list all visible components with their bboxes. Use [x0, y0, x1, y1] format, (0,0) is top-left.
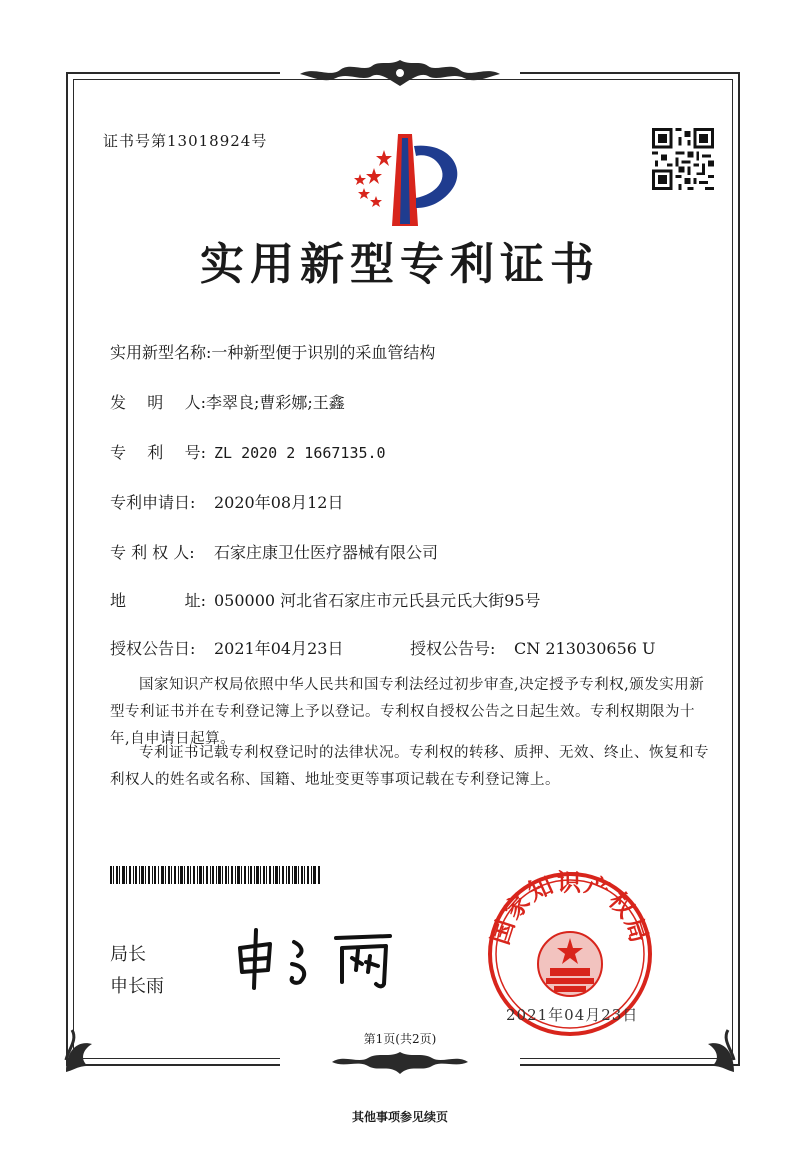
page-number: 第1页(共2页): [363, 1032, 437, 1046]
director-signature: [232, 924, 412, 994]
paragraph-legal-status: 专利证书记载专利权登记时的法律状况。专利权的转移、质押、无效、终止、恢复和专利权人的姓名或名称、国籍、地址变更等事项记载在专利登记簿上。: [110, 745, 709, 788]
inventor-value: 李翠良;曹彩娜;王鑫: [206, 393, 345, 412]
utility-name-label: 实用新型名称:: [110, 343, 212, 362]
barcode-icon: [110, 866, 320, 884]
row-grant-date: [110, 636, 343, 659]
inventor-label-part: 明: [147, 393, 164, 412]
seal-date: 2021年04月23日: [506, 1006, 639, 1024]
footer-note: 其他事项参见续页: [351, 1110, 448, 1124]
grant-date-label: 授权公告日:: [110, 639, 196, 658]
row-patent-number: [110, 440, 386, 463]
patent-number-label-part: 号:: [184, 443, 206, 462]
certificate-number: 证书号第13018924号: [103, 132, 268, 150]
inventor-label-part: 人:: [184, 393, 206, 412]
grant-number-value: CN 213030656 U: [514, 639, 656, 658]
address-value: 050000 河北省石家庄市元氏县元氏大街95号: [214, 591, 541, 610]
top-ornament-icon: [280, 56, 520, 92]
patentee-value: 石家庄康卫仕医疗器械有限公司: [214, 543, 439, 562]
filing-date-label: 专利申请日:: [110, 493, 196, 512]
row-inventor: [110, 390, 345, 413]
patentee-label: 专 利 权 人:: [110, 543, 195, 562]
utility-name-value: 一种新型便于识别的采血管结构: [211, 343, 436, 362]
patent-number-label-part: 专: [110, 443, 127, 462]
grant-date-value: 2021年04月23日: [214, 639, 344, 658]
cnipa-logo-icon: [340, 128, 470, 228]
paragraph-grant-statement: 国家知识产权局依照中华人民共和国专利法经过初步审查,决定授予专利权,颁发实用新型专利证书并在专利登记簿上予以登记。专利权自授权公告之日起生效。专利权期限为十年,自申请日起算。: [110, 677, 705, 747]
director-title: 局长: [110, 944, 146, 965]
row-patentee: [110, 540, 438, 563]
bottom-ornament-icon: [280, 1050, 520, 1080]
filing-date-value: 2020年08月12日: [214, 493, 344, 512]
svg-text:国家知识产权局: 国家知识产权局: [486, 868, 654, 948]
address-label-part: 址:: [184, 591, 206, 610]
director-name: 申长雨: [110, 976, 164, 997]
row-utility-name: [110, 340, 435, 363]
row-grant-number: [410, 636, 656, 659]
patent-number-label: [110, 440, 206, 463]
inventor-label: [110, 390, 206, 413]
address-label-part: 地: [110, 591, 127, 610]
patent-number-value: ZL 2020 2 1667135.0: [214, 444, 386, 462]
address-label: [110, 588, 206, 611]
inventor-label-part: 发: [110, 393, 127, 412]
qr-code-icon: [652, 128, 714, 190]
grant-number-label: 授权公告号:: [410, 639, 496, 658]
row-address: [110, 588, 541, 611]
certificate-title: 实用新型专利证书: [200, 239, 600, 290]
patent-number-label-part: 利: [147, 443, 164, 462]
row-filing-date: [110, 490, 343, 513]
